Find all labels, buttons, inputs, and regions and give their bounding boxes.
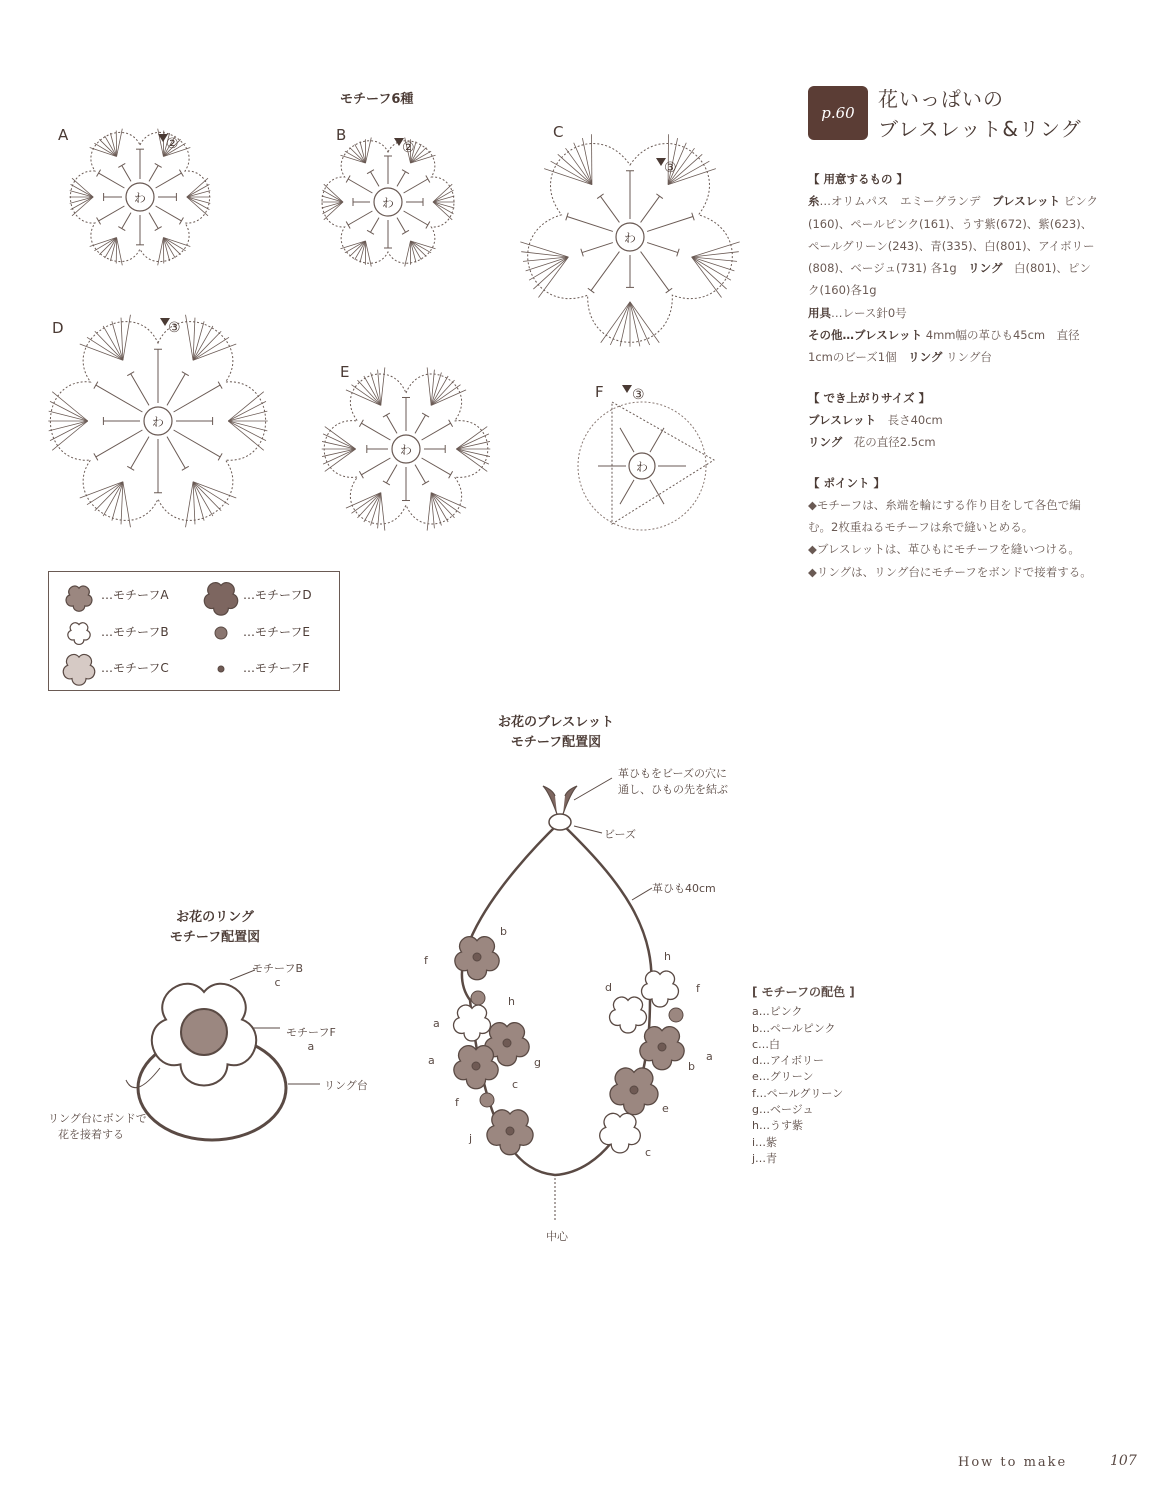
ring-label-b: モチーフB c	[252, 962, 303, 989]
page-ref-badge: p.60	[808, 86, 868, 140]
color-key-item: b…ペールピンク	[752, 1021, 836, 1035]
bracelet-letter-f3: f	[696, 982, 700, 995]
point-item-2: ◆ブレスレットは、革ひもにモチーフを縫いつける。	[808, 542, 1080, 557]
center-ring-mark: わ	[623, 231, 637, 245]
bracelet-diagram	[400, 770, 760, 1240]
bracelet-motif	[600, 1113, 641, 1153]
round-mark: ②	[166, 136, 179, 152]
ring-title-line1: お花のリング	[176, 910, 254, 925]
center-ring-mark: わ	[399, 443, 413, 457]
motif-letter-f: F	[595, 383, 604, 401]
motif-section-title: モチーフ6種	[340, 92, 414, 107]
motif-chart-d	[48, 315, 268, 527]
materials-tools: 用具…レース針0号	[808, 305, 907, 320]
legend-icon-e	[215, 627, 227, 639]
footer-text: How to make	[958, 1455, 1068, 1470]
size-ring: リング 花の直径2.5cm	[808, 435, 936, 450]
round-mark: ③	[168, 320, 181, 336]
bracelet-letter-h2: h	[664, 950, 671, 963]
page-title-line2: ブレスレット&リング	[878, 117, 1082, 141]
ring-title-line2: モチーフ配置図	[169, 930, 261, 945]
motif-chart-a	[69, 129, 210, 266]
bracelet-letter-e1: e	[662, 1102, 669, 1115]
bracelet-bead	[549, 814, 571, 830]
round-mark: ②	[402, 140, 415, 156]
bracelet-letter-b1: b	[500, 925, 507, 938]
color-key-item: c…白	[752, 1037, 781, 1051]
points-heading: 【 ポイント 】	[808, 475, 886, 490]
point-item-3: ◆リングは、リング台にモチーフをボンドで接着する。	[808, 564, 1092, 579]
center-ring-mark: わ	[635, 460, 649, 474]
bracelet-letter-a2: a	[428, 1054, 435, 1067]
bracelet-label-bead: ビーズ	[604, 828, 637, 841]
motif-letter-b: B	[336, 126, 347, 144]
legend-icon-d	[204, 583, 237, 616]
color-key-item: f…ペールグリーン	[752, 1086, 844, 1100]
bracelet-letter-j1: j	[469, 1132, 473, 1145]
bracelet-letter-f2: f	[455, 1096, 459, 1109]
bracelet-letter-d1: d	[605, 981, 612, 994]
ring-label-f: モチーフF a	[286, 1026, 336, 1053]
bracelet-letter-b2: b	[688, 1060, 695, 1073]
bracelet-motif	[471, 991, 485, 1005]
size-bracelet: ブレスレット 長さ40cm	[808, 412, 943, 427]
bracelet-motif	[454, 1046, 498, 1089]
motif-chart-c	[520, 134, 739, 347]
bracelet-diagram-title	[486, 713, 626, 753]
page-title	[878, 84, 1082, 144]
instructions-column	[808, 168, 1100, 583]
bracelet-knot	[543, 786, 577, 814]
legend-label-f: …モチーフF	[243, 661, 310, 675]
round-mark: ③	[664, 160, 677, 176]
size-heading: 【 でき上がりサイズ 】	[808, 390, 931, 405]
bracelet-label-cord: 革ひも40cm	[652, 882, 716, 895]
motif-chart-b	[321, 137, 454, 266]
motif-chart-e	[322, 367, 491, 530]
legend-label-e: …モチーフE	[243, 625, 310, 639]
bracelet-letter-h1: h	[508, 995, 515, 1008]
point-item-1: ◆モチーフは、糸端を輪にする作り目をして各色で編む。2枚重ねるモチーフは糸で縫いとめる。	[808, 497, 1081, 535]
bracelet-letter-c2: c	[645, 1146, 652, 1159]
legend-label-c: …モチーフC	[101, 661, 169, 675]
bracelet-motif	[669, 1008, 683, 1022]
page-number: 107	[1110, 1453, 1137, 1469]
color-key-item: h…うす紫	[752, 1119, 803, 1133]
legend-icon-c	[63, 654, 95, 685]
color-key-item: e…グリーン	[752, 1070, 814, 1084]
bracelet-letter-f1: f	[424, 954, 428, 967]
legend-icon-b	[68, 623, 90, 645]
page-title-line1: 花いっぱいの	[878, 87, 1004, 111]
bracelet-note-tie: 革ひもをビーズの穴に 通し、ひもの先を結ぶ	[618, 767, 728, 796]
ring-note: リング台にボンドで 花を接着する	[48, 1112, 147, 1141]
color-key	[752, 984, 855, 1167]
legend-label-d: …モチーフD	[243, 588, 312, 602]
bracelet-motif	[454, 1005, 491, 1041]
motif-letter-d: D	[52, 319, 64, 337]
ring-flower-f	[181, 1009, 227, 1055]
legend-icon-f	[218, 666, 224, 672]
motif-charts	[0, 0, 780, 560]
color-key-item: j…青	[752, 1151, 778, 1165]
materials-yarn: 糸…オリムパス エミーグランデ ブレスレット ピンク(160)、ペールピンク(161)、うす紫(672)、紫(623)、ペールグリーン(243)、青(335)、白(801)、アイボリー(808)、ベージュ(731) 各1g リング 白(801)、ピンク(160)各1g	[808, 194, 1099, 298]
bracelet-motif	[610, 1068, 658, 1115]
center-ring-mark: わ	[151, 415, 165, 429]
materials-other: その他…ブレスレット 4mm幅の革ひも45cm 直径1cmのビーズ1個 リング リング台	[808, 328, 1080, 365]
bracelet-letter-a1: a	[433, 1017, 440, 1030]
bracelet-motif	[610, 997, 647, 1033]
color-key-item: a…ピンク	[752, 1005, 803, 1019]
motif-chart-f	[578, 385, 714, 530]
bracelet-motif	[480, 1093, 494, 1107]
motif-letter-c: C	[553, 123, 564, 141]
color-key-item: g…ベージュ	[752, 1103, 814, 1117]
motif-legend	[48, 571, 340, 691]
color-key-heading: [ モチーフの配色 ]	[752, 985, 855, 999]
legend-label-b: …モチーフB	[101, 625, 169, 639]
bracelet-letter-a3: a	[706, 1050, 713, 1063]
bracelet-title-line2: モチーフ配置図	[510, 735, 602, 750]
color-key-item: d…アイボリー	[752, 1054, 824, 1068]
ring-label-base: リング台	[324, 1079, 368, 1092]
motif-letter-e: E	[340, 363, 350, 381]
motif-letter-a: A	[58, 126, 69, 144]
legend-icon-a	[66, 586, 92, 611]
legend-label-a: …モチーフA	[101, 588, 169, 602]
bracelet-motif	[487, 1110, 533, 1155]
center-ring-mark: わ	[381, 196, 395, 210]
bracelet-letter-c1: c	[512, 1078, 519, 1091]
color-key-item: i…紫	[752, 1135, 778, 1149]
bracelet-motif	[640, 1027, 684, 1070]
center-ring-mark: わ	[133, 191, 147, 205]
bracelet-motif	[642, 971, 679, 1007]
bracelet-title-line1: お花のブレスレット	[498, 715, 614, 730]
bracelet-label-center: 中心	[546, 1230, 568, 1243]
ring-diagram-title	[160, 908, 270, 948]
bracelet-letter-g1: g	[534, 1056, 541, 1069]
materials-heading: 【 用意するもの 】	[808, 172, 909, 186]
round-mark: ③	[632, 387, 645, 403]
